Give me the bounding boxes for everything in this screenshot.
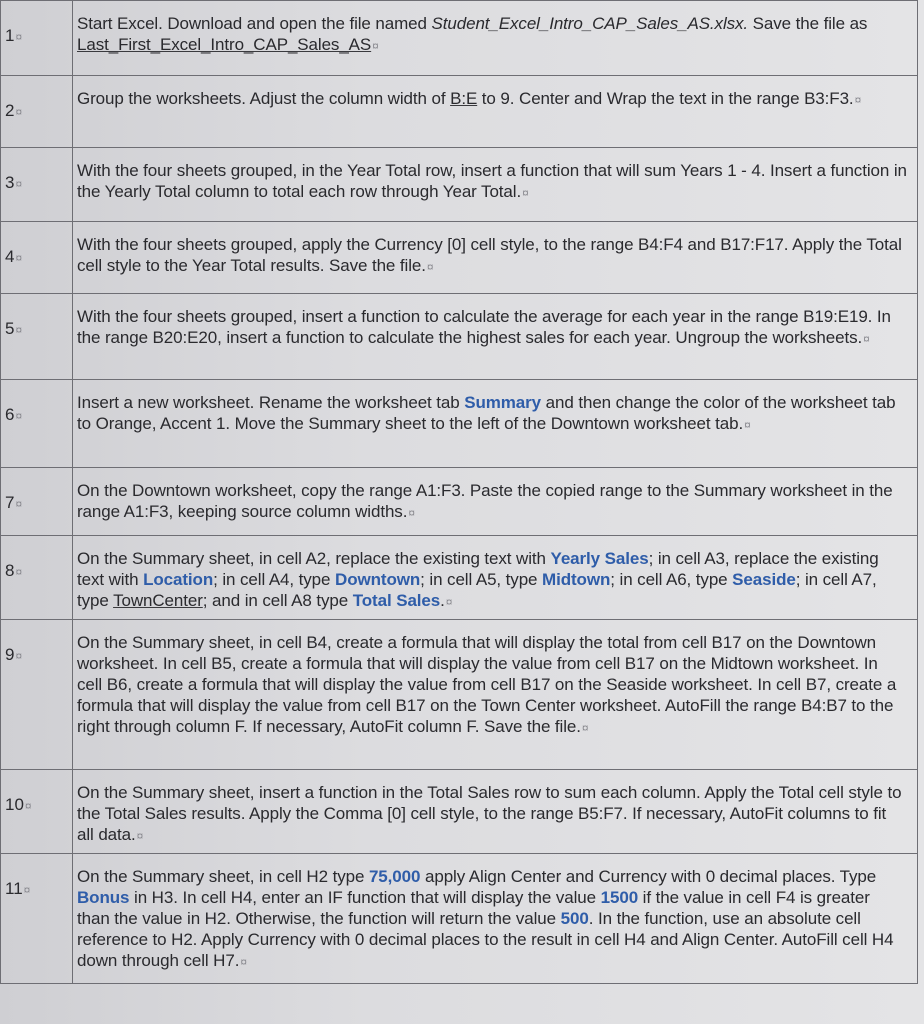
cell-end-mark: ¤ xyxy=(854,93,862,107)
highlighted-term: Bonus xyxy=(77,888,130,907)
instruction-text: . In the function, use an absolute cell reference to H2. Apply Currency with 0 decimal places to the result in cell H4 and Align Center. AutoFill cell H4 down through cell H7. xyxy=(77,909,894,970)
cell-end-mark: ¤ xyxy=(136,829,144,843)
highlighted-term: 75,000 xyxy=(368,867,421,886)
step-number-cell xyxy=(1,76,73,148)
step-row xyxy=(1,148,918,222)
step-number-cell xyxy=(1,222,73,294)
instruction-text: ; in cell A3, replace the existing text with xyxy=(77,549,879,589)
highlighted-term: Location xyxy=(143,570,214,589)
instruction-text: if the value in cell F4 is greater than the value in H2. Otherwise, the function will return the value xyxy=(77,888,870,928)
step-number: 9 xyxy=(5,645,15,664)
step-row xyxy=(1,76,918,148)
cell-end-mark: ¤ xyxy=(15,409,23,423)
step-row xyxy=(1,854,918,984)
instruction-text: . xyxy=(440,591,445,610)
cell-end-mark: ¤ xyxy=(426,260,434,274)
instruction-text: On the Summary sheet, in cell H2 type xyxy=(77,867,369,886)
underlined-term: TownCenter xyxy=(113,591,203,610)
cell-end-mark: ¤ xyxy=(15,649,23,663)
step-number-cell xyxy=(1,148,73,222)
step-number: 3 xyxy=(5,173,15,192)
step-number-cell xyxy=(1,294,73,380)
underlined-term: B:E xyxy=(450,89,478,108)
step-number: 4 xyxy=(5,247,15,266)
instruction-text: On the Summary sheet, insert a function in the Total Sales row to sum each column. Apply the Total cell style to the Total Sales results. Apply the Comma [0] cell style, to the range B5:F7. If necessary, AutoFit columns to fit all data. xyxy=(77,783,902,844)
step-number: 8 xyxy=(5,561,15,580)
step-instruction-cell xyxy=(73,222,918,294)
step-row xyxy=(1,536,918,620)
instructions-table-body xyxy=(1,1,918,984)
step-instruction-cell xyxy=(73,854,918,984)
instruction-text: and then change the color of the worksheet tab to Orange, Accent 1. Move the Summary sheet to the left of the Downtown worksheet tab. xyxy=(77,393,896,433)
step-row xyxy=(1,380,918,468)
instruction-text: With the four sheets grouped, insert a function to calculate the average for each year in the range B19:E19. In the range B20:E20, insert a function to calculate the highest sales for each year. Ungroup the worksheets. xyxy=(77,307,891,347)
highlighted-term: Total Sales xyxy=(352,591,441,610)
step-number: 1 xyxy=(5,26,15,45)
step-instruction-cell xyxy=(73,536,918,620)
step-number-cell xyxy=(1,1,73,76)
step-instruction-cell xyxy=(73,620,918,770)
instruction-text: in H3. In cell H4, enter an IF function that will display the value xyxy=(129,888,601,907)
step-instruction-cell xyxy=(73,770,918,854)
highlighted-term: Midtown xyxy=(542,570,611,589)
step-row xyxy=(1,620,918,770)
instruction-text: ; in cell A5, type xyxy=(420,570,543,589)
step-number-cell xyxy=(1,770,73,854)
cell-end-mark: ¤ xyxy=(581,721,589,735)
step-number: 11 xyxy=(5,879,23,898)
cell-end-mark: ¤ xyxy=(744,418,751,432)
instruction-text: Save the file as xyxy=(748,14,868,33)
cell-end-mark: ¤ xyxy=(24,799,32,813)
instruction-text: ; in cell A7, type xyxy=(77,570,877,610)
highlighted-term: Seaside xyxy=(732,570,796,589)
highlighted-term: Downtown xyxy=(335,570,421,589)
step-instruction-cell xyxy=(73,1,918,76)
instruction-text: Insert a new worksheet. Rename the worksheet tab xyxy=(77,393,465,412)
step-number: 2 xyxy=(5,101,15,120)
step-instruction-cell xyxy=(73,380,918,468)
cell-end-mark: ¤ xyxy=(372,39,379,53)
instruction-text: On the Summary sheet, in cell A2, replace the existing text with xyxy=(77,549,551,568)
cell-end-mark: ¤ xyxy=(23,883,31,897)
instruction-text: With the four sheets grouped, in the Year Total row, insert a function that will sum Years 1 - 4. Insert a function in the Yearly Total column to total each row through Year Total. xyxy=(77,161,907,201)
cell-end-mark: ¤ xyxy=(522,186,529,200)
cell-end-mark: ¤ xyxy=(15,497,23,511)
cell-end-mark: ¤ xyxy=(445,595,453,609)
instruction-text: ; in cell A4, type xyxy=(213,570,336,589)
cell-end-mark: ¤ xyxy=(240,955,247,969)
step-number-cell xyxy=(1,620,73,770)
step-instruction-cell xyxy=(73,294,918,380)
instruction-text: Start Excel. Download and open the file named xyxy=(77,14,432,33)
highlighted-term: Summary xyxy=(464,393,542,412)
step-row xyxy=(1,222,918,294)
step-row xyxy=(1,1,918,76)
instruction-text: On the Downtown worksheet, copy the range A1:F3. Paste the copied range to the Summary worksheet in the range A1:F3, keeping source column widths. xyxy=(77,481,893,521)
instruction-text: With the four sheets grouped, apply the Currency [0] cell style, to the range B4:F4 and B17:F17. Apply the Total cell style to the Year Total results. Save the file. xyxy=(77,235,902,275)
step-number-cell xyxy=(1,468,73,536)
cell-end-mark: ¤ xyxy=(15,323,23,337)
instruction-text: apply Align Center and Currency with 0 decimal places. Type xyxy=(420,867,877,886)
instruction-text: ; in cell A6, type xyxy=(610,570,733,589)
cell-end-mark: ¤ xyxy=(863,332,870,346)
instruction-text: to 9. Center and Wrap the text in the range B3:F3. xyxy=(477,89,854,108)
step-number: 6 xyxy=(5,405,15,424)
highlighted-term: Yearly Sales xyxy=(550,549,649,568)
step-instruction-cell xyxy=(73,468,918,536)
step-row xyxy=(1,294,918,380)
step-row xyxy=(1,468,918,536)
step-number-cell xyxy=(1,854,73,984)
step-number: 5 xyxy=(5,319,15,338)
step-number-cell xyxy=(1,380,73,468)
step-instruction-cell xyxy=(73,148,918,222)
cell-end-mark: ¤ xyxy=(15,251,23,265)
cell-end-mark: ¤ xyxy=(15,105,23,119)
highlighted-term: 1500 xyxy=(600,888,639,907)
instruction-text: ; and in cell A8 type xyxy=(202,591,353,610)
cell-end-mark: ¤ xyxy=(15,177,23,191)
instruction-text: On the Summary sheet, in cell B4, create a formula that will display the total from cell B17 on the Downtown worksheet. In cell B5, create a formula that will display the value from cell B17 on the Midtown worksheet. In cell B6, create a formula that will display the value from cell B17 on the Seaside worksheet. In cell B7, create a formula that will display the value from cell B17 on the Town Center worksheet. AutoFill the range B4:B7 to the right through column F. If necessary, AutoFit column F. Save the file. xyxy=(77,633,897,736)
underlined-term: Last_First_Excel_Intro_CAP_Sales_AS xyxy=(77,35,372,54)
cell-end-mark: ¤ xyxy=(15,30,23,44)
cell-end-mark: ¤ xyxy=(15,565,23,579)
step-number: 10 xyxy=(5,795,24,814)
highlighted-term: 500 xyxy=(560,909,589,928)
step-instruction-cell xyxy=(73,76,918,148)
cell-end-mark: ¤ xyxy=(408,506,415,520)
instruction-text: Student_Excel_Intro_CAP_Sales_AS.xlsx. xyxy=(431,14,749,33)
step-number-cell xyxy=(1,536,73,620)
instruction-text: Group the worksheets. Adjust the column width of xyxy=(77,89,451,108)
step-row xyxy=(1,770,918,854)
step-number: 7 xyxy=(5,493,15,512)
